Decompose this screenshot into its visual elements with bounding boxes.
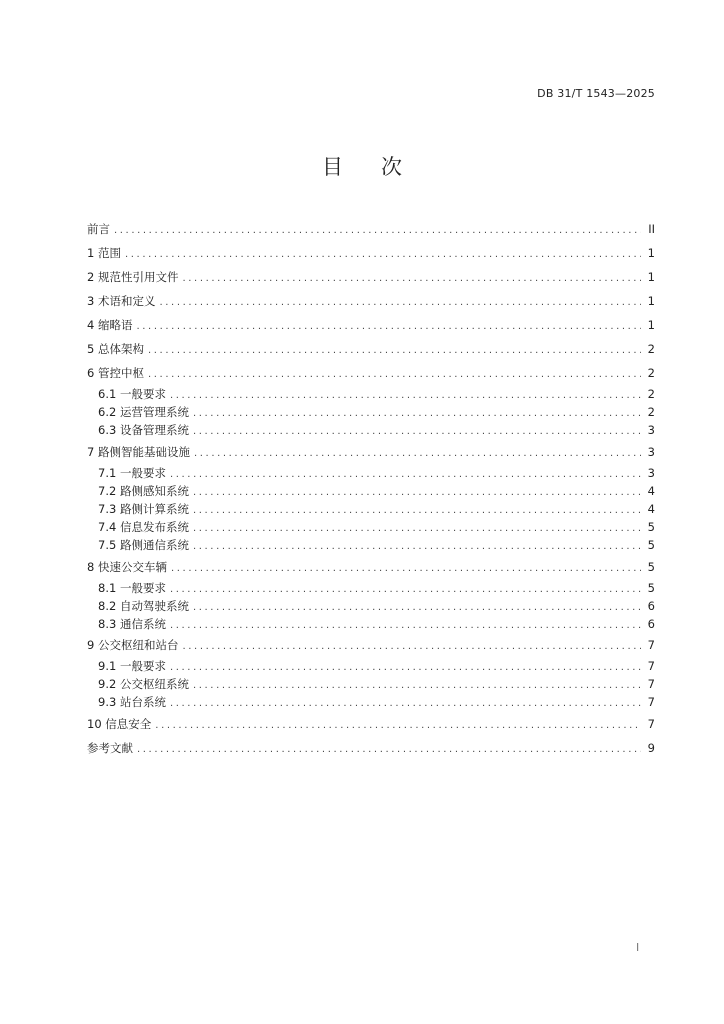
- toc-entry-title: 9.1 一般要求: [98, 659, 166, 674]
- toc-entry-page: 2: [647, 387, 655, 401]
- toc-entry-page: 1: [647, 318, 655, 332]
- toc-entry-title: 2 规范性引用文件: [87, 270, 179, 284]
- toc-dot-leader: [159, 291, 641, 313]
- toc-entry-page: 1: [647, 294, 655, 308]
- toc-dot-leader: [125, 243, 641, 265]
- toc-dot-leader: [148, 339, 641, 361]
- toc-dot-leader: [193, 405, 641, 421]
- toc-entry-title: 7.4 信息发布系统: [98, 520, 189, 535]
- toc-entry-page: 5: [647, 520, 655, 535]
- toc-subentry[interactable]: [87, 518, 655, 536]
- toc-entry-page: 3: [647, 444, 655, 459]
- toc-entry-title: 9 公交枢纽和站台: [87, 638, 179, 653]
- toc-dot-leader: [171, 557, 641, 579]
- toc-dot-leader: [137, 738, 641, 760]
- toc-dot-leader: [193, 520, 641, 536]
- toc-subentry[interactable]: [87, 675, 655, 693]
- toc-entry-page: 1: [647, 270, 655, 284]
- toc-entry-title: 参考文献: [87, 740, 133, 755]
- toc-subentry[interactable]: [87, 615, 655, 633]
- toc-entry-page: 2: [647, 342, 655, 356]
- toc-entry-title: 8.3 通信系统: [98, 616, 166, 631]
- toc-entry-title: 7.2 路侧感知系统: [98, 483, 189, 498]
- toc-subentry[interactable]: [87, 403, 655, 421]
- toc-dot-leader: [148, 363, 641, 385]
- toc-subentry[interactable]: [87, 657, 655, 675]
- toc-entry[interactable]: [87, 712, 655, 736]
- toc-dot-leader: [193, 538, 641, 554]
- toc-entry-page: 1: [647, 246, 655, 260]
- toc-entry-page: 7: [647, 659, 655, 674]
- toc-dot-leader: [193, 599, 641, 615]
- toc-subentry[interactable]: [87, 579, 655, 597]
- toc-title-char: 目: [322, 155, 343, 179]
- toc-subentry[interactable]: [87, 482, 655, 500]
- toc-entry[interactable]: [87, 736, 655, 760]
- toc-dot-leader: [182, 267, 641, 289]
- toc-dot-leader: [170, 617, 641, 633]
- toc-entry-page: II: [648, 222, 655, 236]
- toc-entry-page: 7: [647, 695, 655, 710]
- toc-dot-leader: [170, 466, 641, 482]
- toc-entry-title: 8.2 自动驾驶系统: [98, 598, 189, 613]
- toc-subentry[interactable]: [87, 385, 655, 403]
- toc-dot-leader: [182, 635, 641, 657]
- toc-entry-title: 6.2 运营管理系统: [98, 405, 189, 420]
- toc-entry[interactable]: [87, 313, 655, 337]
- toc-entry-page: 2: [647, 366, 655, 380]
- toc-dot-leader: [114, 219, 641, 241]
- toc-dot-leader: [193, 677, 641, 693]
- toc-dot-leader: [170, 387, 641, 403]
- toc-entry[interactable]: [87, 337, 655, 361]
- toc-subentry[interactable]: [87, 464, 655, 482]
- toc-entry-page: 5: [647, 580, 655, 595]
- toc-entry-page: 4: [647, 501, 655, 516]
- toc-dot-leader: [193, 423, 641, 439]
- toc-entry-title: 1 范围: [87, 246, 121, 260]
- toc-entry[interactable]: [87, 440, 655, 464]
- toc-entry[interactable]: [87, 361, 655, 385]
- toc-dot-leader: [193, 484, 641, 500]
- toc-dot-leader: [170, 581, 641, 597]
- toc-entry[interactable]: [87, 633, 655, 657]
- toc-entry-title: 前言: [87, 222, 110, 236]
- toc-entry-page: 3: [647, 465, 655, 480]
- toc-entry-title: 7.3 路侧计算系统: [98, 501, 189, 516]
- toc-entry-title: 6.1 一般要求: [98, 387, 166, 401]
- toc-dot-leader: [155, 714, 641, 736]
- toc-entry-page: 5: [647, 538, 655, 553]
- toc-entry[interactable]: [87, 265, 655, 289]
- toc-entry-page: 9: [647, 740, 655, 755]
- toc-entry-page: 6: [647, 598, 655, 613]
- toc-subentry[interactable]: [87, 421, 655, 439]
- toc-entry-page: 5: [647, 559, 655, 574]
- document-code: DB 31/T 1543—2025: [537, 87, 655, 100]
- toc-entry-title: 5 总体架构: [87, 342, 144, 356]
- page-number: I: [636, 941, 640, 954]
- toc-entry-page: 7: [647, 638, 655, 653]
- toc-subentry[interactable]: [87, 500, 655, 518]
- table-of-contents: [87, 217, 655, 760]
- toc-entry[interactable]: [87, 217, 655, 241]
- toc-subentry[interactable]: [87, 597, 655, 615]
- toc-entry-title: 7 路侧智能基础设施: [87, 444, 190, 459]
- toc-entry-page: 2: [647, 405, 655, 420]
- toc-entry-title: 9.2 公交枢纽系统: [98, 677, 189, 692]
- toc-entry[interactable]: [87, 289, 655, 313]
- toc-dot-leader: [170, 695, 641, 711]
- toc-entry-page: 3: [647, 423, 655, 438]
- toc-entry-title: 9.3 站台系统: [98, 695, 166, 710]
- toc-entry[interactable]: [87, 555, 655, 579]
- toc-entry-title: 7.1 一般要求: [98, 465, 166, 480]
- toc-dot-leader: [136, 315, 641, 337]
- toc-entry-page: 4: [647, 483, 655, 498]
- toc-entry-page: 6: [647, 616, 655, 631]
- toc-entry-title: 10 信息安全: [87, 716, 152, 731]
- toc-subentry[interactable]: [87, 693, 655, 711]
- toc-entry-page: 7: [647, 677, 655, 692]
- toc-title: [0, 151, 724, 181]
- toc-dot-leader: [194, 442, 641, 464]
- toc-entry-title: 8 快速公交车辆: [87, 559, 167, 574]
- toc-entry-page: 7: [647, 716, 655, 731]
- toc-subentry[interactable]: [87, 536, 655, 554]
- toc-dot-leader: [170, 659, 641, 675]
- toc-dot-leader: [193, 502, 641, 518]
- toc-entry-title: 7.5 路侧通信系统: [98, 538, 189, 553]
- toc-entry-title: 6.3 设备管理系统: [98, 423, 189, 438]
- toc-entry-title: 4 缩略语: [87, 318, 133, 332]
- toc-entry-title: 6 管控中枢: [87, 366, 144, 380]
- toc-entry-title: 8.1 一般要求: [98, 580, 166, 595]
- toc-entry-title: 3 术语和定义: [87, 294, 156, 308]
- toc-title-char: 次: [381, 155, 402, 179]
- toc-entry[interactable]: [87, 241, 655, 265]
